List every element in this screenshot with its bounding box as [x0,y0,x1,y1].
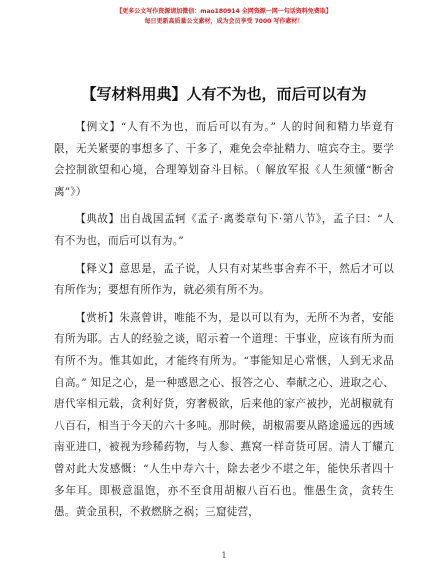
paragraph-tag: 【释义】 [75,262,120,275]
paragraph-example [54,117,394,203]
paragraph-meaning [54,259,394,302]
paragraph-text: “人有不为也，而后可以有为。” 人的时间和精力毕竟有限，无关紧要的事想多了、干多了，难免会牵扯精力、喧宾夺主。要学会控制欲望和心境，合理筹划奋斗目标。（ 解放军报《人生须懂“断舍离”》） [54,121,394,198]
paragraph-tag: 【例文】 [75,121,121,133]
paragraph-text: 意思是，孟子说，人只有对某些事舍弃不干，然后才可以有所作为；要想有所作为，就必须有所不为。 [54,262,394,297]
document-title: 【写材料用典】人有不为也，而后可以有为 [81,85,367,103]
paragraph-tag: 【赏析】 [75,311,120,324]
page-number: 1 [221,551,227,560]
paragraph-analysis [54,308,394,524]
promo-line-1: 【更多公文写作资源请加微信：mao180914 全网资源一网一句话资料免费取】 [116,8,332,15]
paragraph-source [54,209,394,252]
paragraph-text: 朱熹曾讲，唯能不为，是以可以有为，无所不为者，安能有所为耶。古人的经验之谈，昭示着一个道理：干事业，应该有所为而有所不为。惟其如此，才能终有所为。“事能知足心常惬，人到无求品自高。” 知足之心，是一种感恩之心、报答之心、奉献之心、进取之心、唐代宰相元载，贪利好货，穷奢极欲，后来他的家产被抄，光胡椒就有八百石，相当于今天的六十多吨。那时候，胡椒需要从路途遥远的西域南亚进口，被视为珍稀药物，与人参、燕窝一样奇货可居。清人丁耀亢曾对此大发感慨：“人生中寿六十，除去老少不堪之年，能快乐者四十多年耳。即极意温饱，亦不至食用胡椒八百石也。惟愚生贪，贪转生愚。黄金虽积，不救燃脐之祸；三窟徒营， [54,311,394,519]
promo-line-2: 每日更新高质量公文素材，成为会员享受 7000 写作素材！ [144,18,304,25]
document-body [54,117,394,530]
paragraph-text: 出自战国孟轲《孟子·离娄章句下·第八节》，孟子曰：“人有不为也，而后可以有为。” [54,213,395,247]
promo-banner [0,7,448,27]
paragraph-tag: 【典故】 [75,213,120,226]
